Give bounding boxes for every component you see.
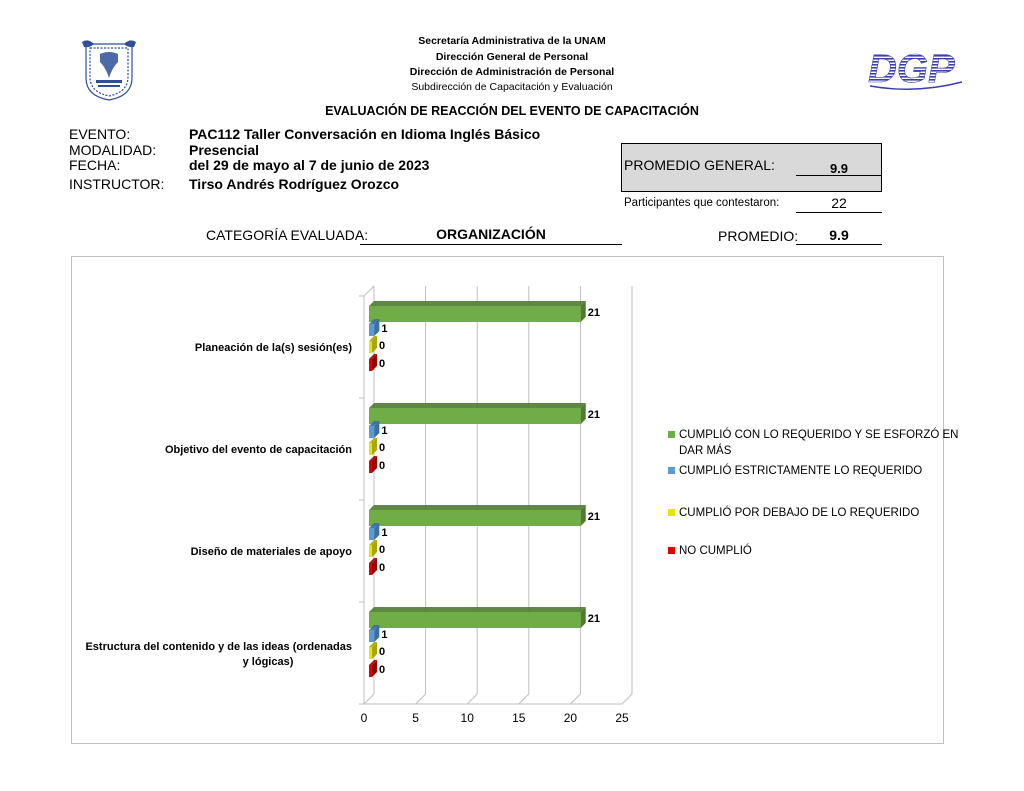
- data-label-0-1: 1: [381, 323, 388, 335]
- fecha-value: del 29 de mayo al 7 de junio de 2023: [189, 157, 430, 173]
- data-label-3-0: 21: [587, 613, 600, 625]
- instructor-label: INSTRUCTOR:: [69, 176, 165, 192]
- category-label-3-0: Estructura del contenido y de las ideas (ordenadas: [85, 641, 352, 653]
- bar-2-3: [369, 563, 372, 575]
- data-label-2-1: 1: [381, 527, 388, 539]
- bar-3-1: [369, 630, 374, 642]
- data-label-3-1: 1: [381, 629, 388, 641]
- data-label-1-3: 0: [379, 460, 386, 472]
- floor-tick-5: [622, 694, 632, 704]
- bar-1-3: [369, 461, 372, 473]
- legend-swatch-2: [668, 509, 675, 516]
- promedio-value: 9.9: [829, 227, 849, 243]
- data-label-1-1: 1: [381, 425, 388, 437]
- modalidad-label: MODALIDAD:: [69, 142, 157, 158]
- dgp-logo-text: DGP: [868, 47, 955, 91]
- category-label-1-0: Objetivo del evento de capacitación: [164, 444, 352, 456]
- bar-top-1-0: [369, 403, 586, 408]
- legend-swatch-3: [668, 547, 675, 554]
- bar-3-0: [369, 612, 581, 628]
- report-title: EVALUACIÓN DE REACCIÓN DEL EVENTO DE CAPACITACIÓN: [325, 104, 699, 118]
- bar-top-3-0: [369, 607, 586, 612]
- legend-label-0-1: DAR MÁS: [679, 445, 732, 457]
- bar-0-0: [369, 306, 581, 322]
- data-label-1-2: 0: [379, 442, 386, 454]
- categoria-value: ORGANIZACIÓN: [436, 226, 546, 242]
- bar-top-0-0: [369, 301, 586, 306]
- bar-top-2-0: [369, 505, 586, 510]
- data-label-0-3: 0: [379, 358, 386, 370]
- bar-3-2: [369, 647, 372, 659]
- legend-label-1-0: CUMPLIÓ ESTRICTAMENTE LO REQUERIDO: [679, 465, 923, 477]
- header-line-3: Dirección de Administración de Personal: [409, 66, 615, 78]
- data-label-1-0: 21: [587, 409, 600, 421]
- evento-label: EVENTO:: [69, 126, 131, 142]
- bar-2-2: [369, 545, 372, 557]
- legend-label-0-0: CUMPLIÓ CON LO REQUERIDO Y SE ESFORZÓ EN: [679, 429, 959, 441]
- legend-label-3-0: NO CUMPLIÓ: [679, 545, 752, 557]
- x-tick-label-5: 25: [615, 711, 629, 725]
- data-label-2-3: 0: [379, 562, 386, 574]
- bar-2-1: [369, 528, 374, 540]
- x-tick-label-3: 15: [512, 711, 526, 725]
- bar-3-3: [369, 665, 372, 677]
- bar-1-0: [369, 408, 581, 424]
- data-label-2-0: 21: [587, 511, 600, 523]
- legend-swatch-1: [668, 467, 675, 474]
- x-tick-label-2: 10: [460, 711, 474, 725]
- data-label-3-3: 0: [379, 664, 386, 676]
- bar-1-1: [369, 426, 374, 438]
- evento-value: PAC112 Taller Conversación en Idioma Inglés Básico: [189, 126, 541, 142]
- participantes-label: Participantes que contestaron:: [624, 197, 780, 209]
- fecha-label: FECHA:: [69, 157, 121, 173]
- promedio-general-label: PROMEDIO GENERAL:: [624, 157, 775, 173]
- data-label-2-2: 0: [379, 544, 386, 556]
- bar-2-0: [369, 510, 581, 526]
- x-tick-label-4: 20: [563, 711, 578, 725]
- y-axis-top-depth: [364, 286, 374, 296]
- floor-tick-2: [467, 694, 477, 704]
- bar-0-1: [369, 324, 374, 336]
- bar-0-2: [369, 341, 372, 353]
- header-line-1: Secretaría Administrativa de la UNAM: [418, 35, 606, 47]
- x-tick-label-0: 0: [360, 711, 368, 725]
- categoria-label: CATEGORÍA EVALUADA:: [206, 227, 369, 243]
- floor-tick-4: [570, 694, 580, 704]
- x-tick-label-1: 5: [412, 711, 419, 725]
- header-line-2: Dirección General de Personal: [435, 51, 589, 63]
- bar-1-2: [369, 443, 372, 455]
- modalidad-value: Presencial: [189, 142, 260, 158]
- promedio-general-value: 9.9: [829, 161, 849, 176]
- instructor-value: Tirso Andrés Rodríguez Orozco: [189, 176, 400, 192]
- data-label-0-0: 21: [587, 307, 600, 319]
- floor-tick-1: [416, 694, 426, 704]
- header-line-4: Subdirección de Capacitación y Evaluación: [411, 81, 613, 93]
- legend-swatch-0: [668, 431, 675, 438]
- category-label-2-0: Diseño de materiales de apoyo: [190, 546, 352, 558]
- data-label-3-2: 0: [379, 646, 386, 658]
- floor-tick-3: [519, 694, 529, 704]
- floor-tick-0: [364, 694, 374, 704]
- promedio-label: PROMEDIO:: [718, 228, 799, 244]
- category-label-0-0: Planeación de la(s) sesión(es): [194, 342, 352, 354]
- participantes-value: 22: [831, 195, 847, 211]
- bar-0-3: [369, 359, 372, 371]
- category-label-3-1: y lógicas): [242, 656, 294, 668]
- legend-label-2-0: CUMPLIÓ POR DEBAJO DE LO REQUERIDO: [679, 507, 920, 519]
- data-label-0-2: 0: [379, 340, 386, 352]
